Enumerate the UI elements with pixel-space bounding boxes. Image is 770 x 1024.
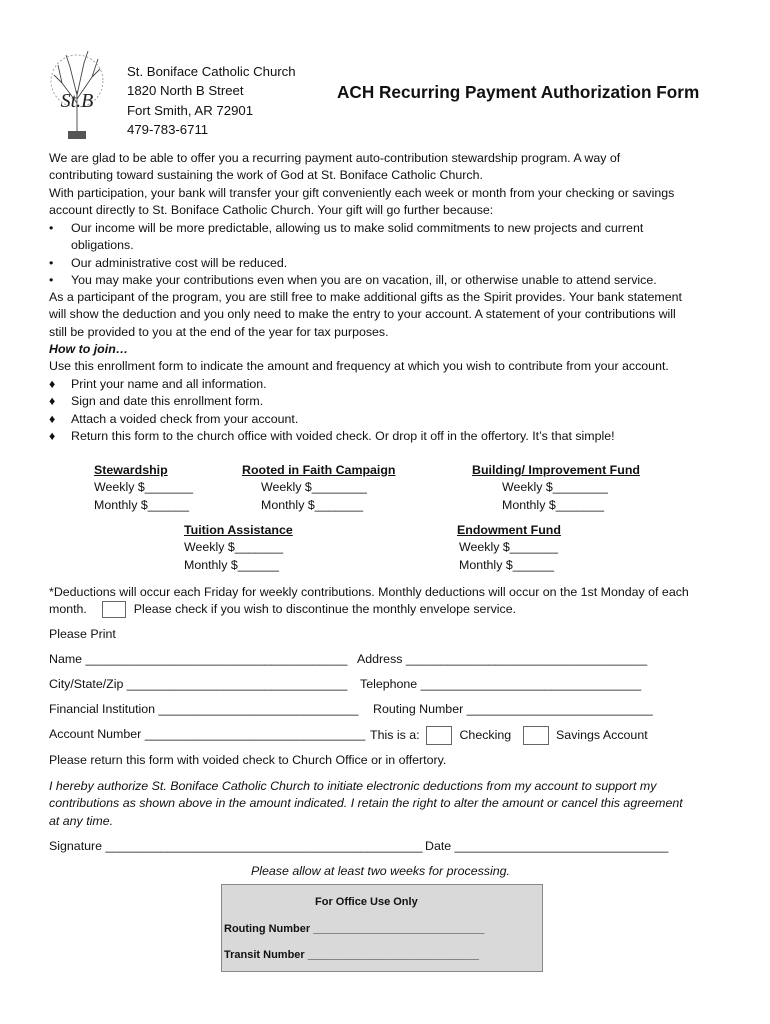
office-transit-number-field[interactable]: Transit Number ____________________________ [224,949,480,961]
weekly-amount-field[interactable]: Weekly $________ [502,480,608,495]
fund-title: Rooted in Faith Campaign [242,463,396,477]
fund-building-improvement [472,462,640,514]
signature-field[interactable]: Signature ______________________________________________ [49,839,423,853]
intro-paragraph [49,150,729,220]
office-use-title: For Office Use Only [315,896,418,908]
routing-number-field[interactable]: Routing Number ___________________________ [373,702,653,716]
savings-checkbox[interactable] [523,726,549,745]
form-title: ACH Recurring Payment Authorization Form [337,82,700,102]
office-use-box [221,884,543,972]
intro-line: We are glad to be able to offer you a recurring payment auto-contribution stewardship program. A way of [49,151,621,165]
fund-title: Stewardship [94,463,168,477]
weekly-amount-field[interactable]: Weekly $_______ [459,540,558,555]
weekly-amount-field[interactable]: Weekly $_______ [94,480,193,495]
account-number-field[interactable]: Account Number ________________________________ [49,727,366,741]
fund-rooted-in-faith [242,462,396,514]
fund-tuition-assistance [184,522,293,574]
authorization-statement: I hereby authorize St. Boniface Catholic Church to initiate electronic deductions from my account to support my contributions as shown above in the amount indicated. I retain the right to alter the amount or cancel this agreement at any time. [49,779,683,828]
please-print-label: Please Print [49,627,116,641]
return-instructions: Please return this form with voided check to Church Office or in offertory. [49,753,447,767]
intro-line: account directly to St. Boniface Catholic Church. Your gift will go further because: [49,203,494,218]
how-to-join-lead: Use this enrollment form to indicate the amount and frequency at which you wish to contribute from your account. [49,359,669,373]
intro-line: With participation, your bank will transfer your gift conveniently each week or month from your checking or savings [49,185,675,200]
monthly-amount-field[interactable]: Monthly $______ [94,497,190,512]
church-phone: 479-783-6711 [127,121,209,137]
financial-institution-field[interactable]: Financial Institution _____________________________ [49,702,359,716]
processing-note: Please allow at least two weeks for processing. [251,864,510,878]
weekly-amount-field[interactable]: Weekly $_______ [184,540,283,555]
diamond-icon: ♦ [49,412,56,426]
fund-stewardship [94,462,193,514]
name-field[interactable]: Name ______________________________________ [49,652,348,666]
monthly-amount-field[interactable]: Monthly $_______ [261,497,363,512]
account-type-row: This is a: Checking Savings Account [370,726,648,745]
discontinue-envelope-row: month. Please check if you wish to discontinue the monthly envelope service. [49,601,516,618]
checking-checkbox[interactable] [426,726,452,745]
deductions-note: *Deductions will occur each Friday for weekly contributions. Monthly deductions will occur on the 1st Monday of each [49,585,689,599]
office-routing-number-field[interactable]: Routing Number ____________________________ [224,923,485,935]
fund-title: Endowment Fund [457,523,561,537]
church-street: 1820 North B Street [127,83,244,99]
city-state-zip-field[interactable]: City/State/Zip ________________________________ [49,677,348,691]
diamond-icon: ♦ [49,429,56,443]
discontinue-envelope-checkbox[interactable] [102,601,126,618]
fund-endowment [457,522,561,574]
fund-title: Tuition Assistance [184,523,293,537]
logo-monogram: St.B [60,90,94,112]
bullet-marker: • [49,256,54,270]
church-logo [48,47,106,143]
fund-title: Building/ Improvement Fund [472,463,640,477]
telephone-field[interactable]: Telephone ________________________________ [360,677,642,691]
diamond-icon: ♦ [49,394,56,408]
weekly-amount-field[interactable]: Weekly $________ [261,480,367,495]
church-city: Fort Smith, AR 72901 [127,102,254,118]
intro-line: contributing toward sustaining the work of God at St. Boniface Catholic Church. [49,168,483,183]
how-to-join-heading: How to join… [49,342,129,356]
bullet-marker: • [49,273,54,287]
participation-paragraph: As a participant of the program, you are still free to make additional gifts as the Spirit provides. Your bank statement will show the deduction and you only need to make the entry to your account. A statement of your contributions will still be provided to you at the end of the year for tax purposes. [49,290,682,339]
monthly-amount-field[interactable]: Monthly $______ [184,557,280,572]
monthly-amount-field[interactable]: Monthly $______ [459,557,555,572]
church-name: St. Boniface Catholic Church [127,64,296,79]
monthly-amount-field[interactable]: Monthly $_______ [502,497,604,512]
date-field[interactable]: Date _______________________________ [425,839,669,853]
bullet-marker: • [49,221,54,235]
church-address-block [127,62,296,139]
benefit-item-continued: obligations. [71,238,134,252]
address-field[interactable]: Address ___________________________________ [357,652,648,666]
diamond-icon: ♦ [49,377,56,391]
